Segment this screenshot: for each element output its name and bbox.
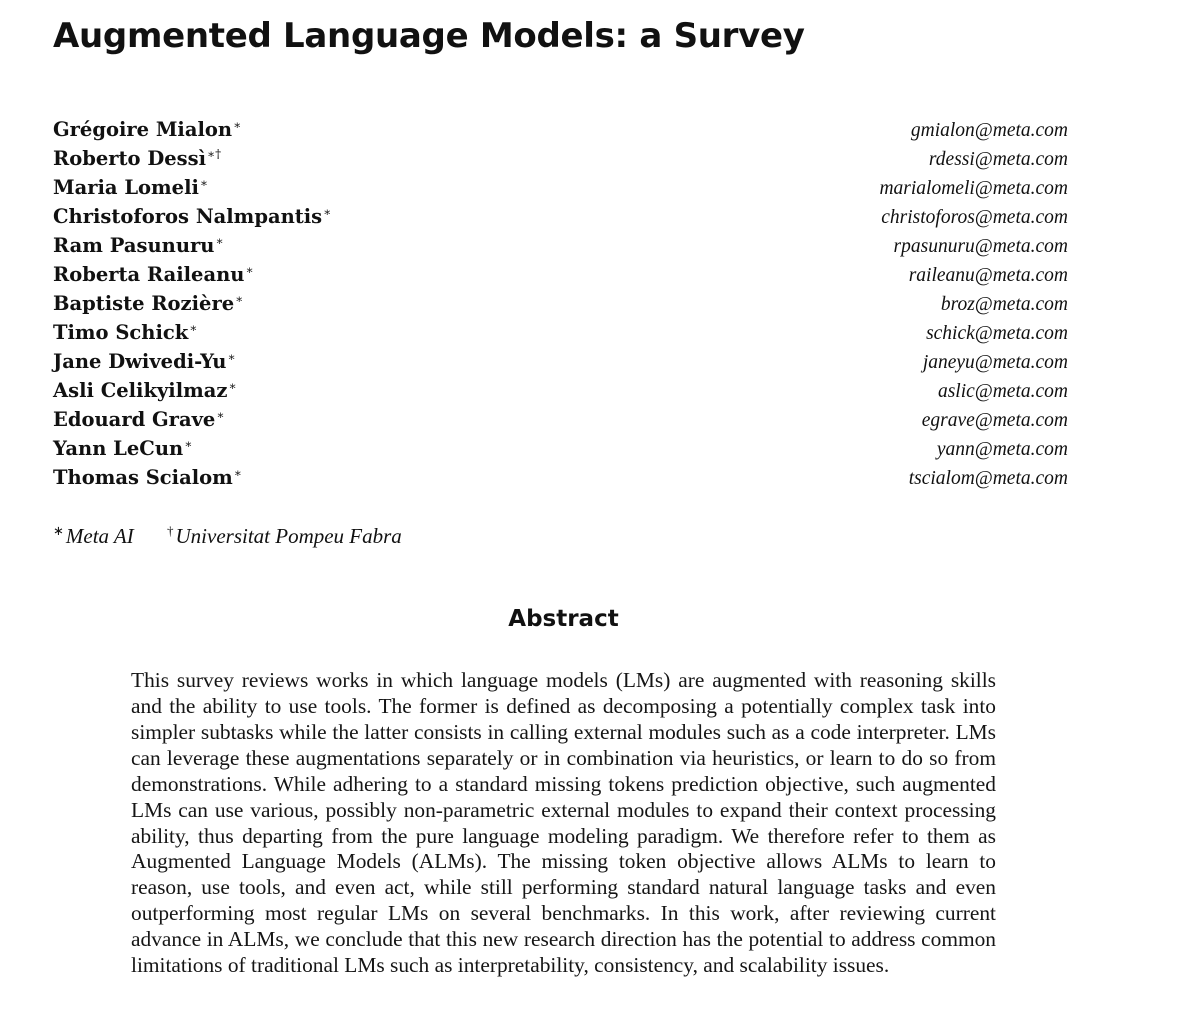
author-affiliation-marks: ∗† [207,147,222,161]
author-name-text: Edouard Grave [53,408,216,431]
author-name-text: Ram Pasunuru [53,234,215,257]
affiliations [53,516,430,551]
author-email: rdessi@meta.com [928,149,1068,170]
author-email: yann@meta.com [936,439,1068,460]
author-name-text: Thomas Scialom [53,466,233,489]
author-email: marialomeli@meta.com [879,178,1068,199]
author-name-text: Maria Lomeli [53,176,199,199]
paper-title: Augmented Language Models: a Survey [53,16,805,56]
author-email: rpasunuru@meta.com [893,236,1068,257]
author-name-text: Yann LeCun [53,437,184,460]
author-list [53,111,1068,488]
author-name [53,459,242,492]
author-row [53,314,1068,343]
author-row [53,372,1068,401]
author-affiliation-marks: ∗ [245,263,254,277]
author-email: tscialom@meta.com [908,468,1068,489]
author-email: janeyu@meta.com [922,352,1068,373]
affiliation-name: Universitat Pompeu Fabra [175,524,402,548]
author-affiliation-marks: ∗ [235,292,244,306]
author-row [53,256,1068,285]
abstract-body: This survey reviews works in which language models (LMs) are augmented with reasoning skills and the ability to use tools. The former is defined as decomposing a potentially complex task into simpler subtasks while the latter consists in calling external modules such as a code interpreter. LMs can leverage these augmentations separately or in combination via heuristics, or learn to do so from demonstrations. While adhering to a standard missing tokens prediction objective, such augmented LMs can use various, possibly non-parametric external modules to expand their context processing ability, thus departing from the pure language modeling paradigm. We therefore refer to them as Augmented Language Models (ALMs). The missing token objective allows ALMs to learn to reason, use tools, and even act, while still performing standard natural language tasks and even outperforming most regular LMs on several benchmarks. In this work, after reviewing current advance in ALMs, we conclude that this new research direction has the potential to address common limitations of traditional LMs such as interpretability, consistency, and scalability issues. [131,668,996,978]
author-row [53,430,1068,459]
affiliation-meta-ai [53,516,134,551]
author-name-text: Asli Celikyilmaz [53,379,228,402]
author-row [53,169,1068,198]
author-row [53,343,1068,372]
author-name-text: Christoforos Nalmpantis [53,205,323,228]
author-row [53,198,1068,227]
author-affiliation-marks: ∗ [323,205,332,219]
author-email: egrave@meta.com [921,410,1068,431]
affiliation-mark: † [167,523,174,538]
author-name-text: Roberta Raileanu [53,263,245,286]
author-name-text: Timo Schick [53,321,189,344]
author-affiliation-marks: ∗ [216,408,225,422]
author-row [53,227,1068,256]
author-affiliation-marks: ∗ [184,437,193,451]
affiliation-name: Meta AI [65,524,134,548]
author-name-text: Jane Dwivedi-Yu [53,350,227,373]
author-name-text: Baptiste Rozière [53,292,235,315]
author-affiliation-marks: ∗ [227,350,236,364]
author-email: broz@meta.com [940,294,1068,315]
affiliation-upf [167,516,402,551]
abstract-heading: Abstract [508,606,619,632]
author-affiliation-marks: ∗ [215,234,224,248]
author-affiliation-marks: ∗ [233,466,242,480]
author-affiliation-marks: ∗ [189,321,198,335]
author-row [53,401,1068,430]
author-affiliation-marks: ∗ [233,118,242,132]
author-email: gmialon@meta.com [910,120,1068,141]
author-email: schick@meta.com [926,323,1068,344]
author-row [53,459,1068,488]
author-name-text: Grégoire Mialon [53,118,233,141]
author-email: christoforos@meta.com [881,207,1068,228]
author-email: aslic@meta.com [937,381,1068,402]
author-email: raileanu@meta.com [908,265,1068,286]
author-row [53,111,1068,140]
author-affiliation-marks: ∗ [228,379,237,393]
author-affiliation-marks: ∗ [199,176,209,190]
affiliation-mark: ∗ [53,523,64,538]
author-name-text: Roberto Dessì [53,147,207,170]
